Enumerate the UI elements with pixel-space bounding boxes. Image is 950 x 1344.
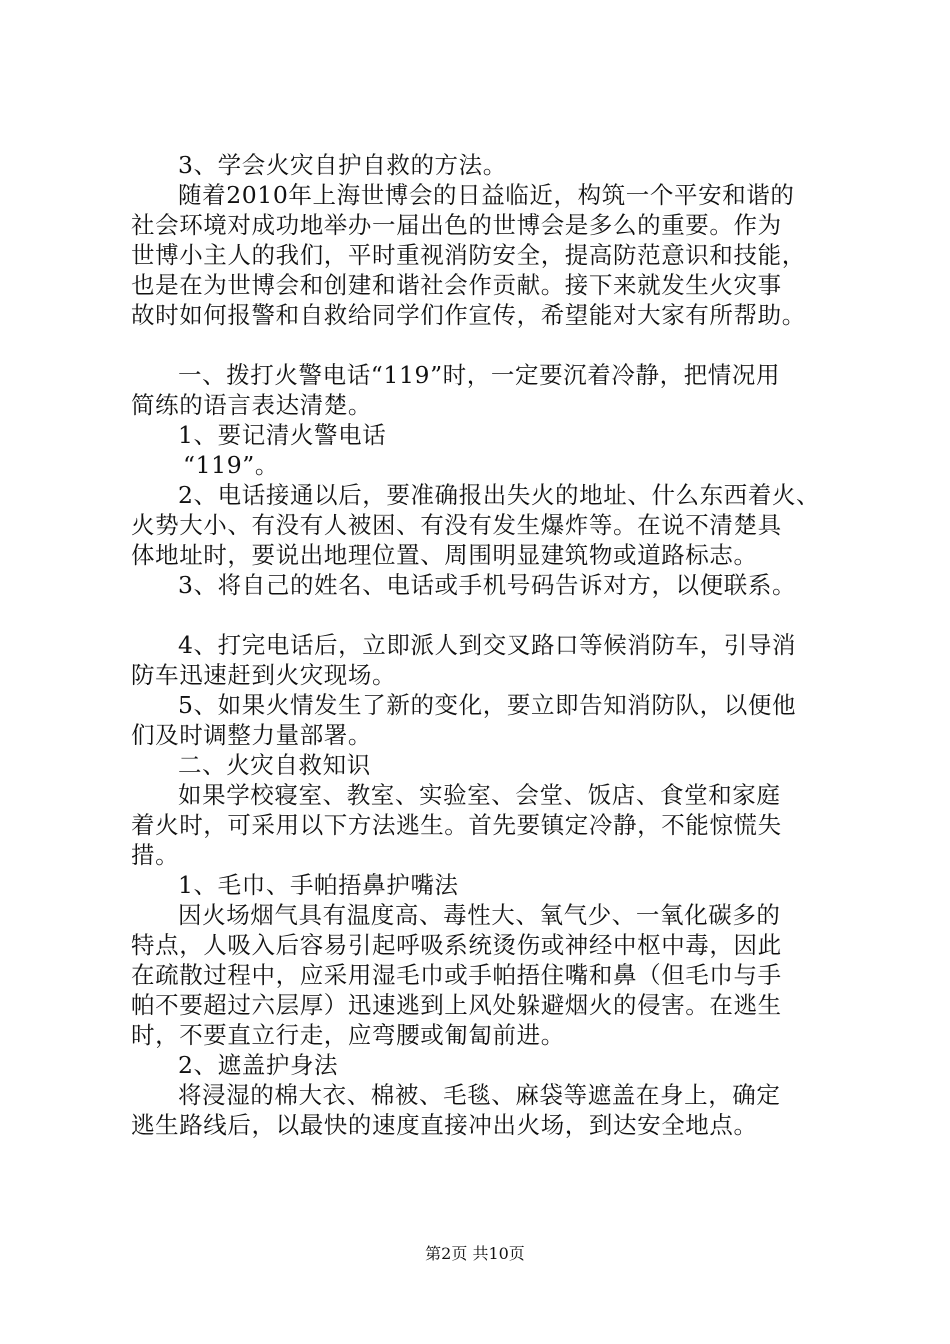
text-line: 时，不要直立行走，应弯腰或匍匐前进。 — [131, 1021, 565, 1049]
text-line: 1、要记清火警电话 — [178, 421, 387, 449]
text-line: 火势大小、有没有人被困、有没有发生爆炸等。在说不清楚具 — [131, 511, 782, 539]
text-line: 如果学校寝室、教室、实验室、会堂、饭店、食堂和家庭 — [178, 781, 781, 809]
text-line: 4、打完电话后，立即派人到交叉路口等候消防车，引导消 — [178, 631, 797, 659]
paragraph-gap — [131, 600, 836, 630]
text-line: 将浸湿的棉大衣、棉被、毛毯、麻袋等遮盖在身上，确定 — [178, 1081, 781, 1109]
text-line: 着火时，可采用以下方法逃生。首先要镇定冷静，不能惊慌失 — [131, 811, 782, 839]
text-line: 故时如何报警和自救给同学们作宣传，希望能对大家有所帮助。 — [131, 301, 806, 329]
text-line: 帕不要超过六层厚）迅速逃到上风处躲避烟火的侵害。在逃生 — [131, 991, 782, 1019]
text-line: 措。 — [131, 841, 180, 869]
text-line: 逃生路线后，以最快的速度直接冲出火场，到达安全地点。 — [131, 1111, 758, 1139]
text-line: 防车迅速赶到火灾现场。 — [131, 661, 397, 689]
text-line: 们及时调整力量部署。 — [131, 721, 372, 749]
subsection-heading: 2、遮盖护身法 — [178, 1051, 339, 1079]
text-line: 特点，人吸入后容易引起呼吸系统烫伤或神经中枢中毒，因此 — [131, 931, 782, 959]
text-line: 3、学会火灾自护自救的方法。 — [178, 151, 507, 179]
paragraph-gap — [131, 330, 836, 360]
text-line: “119”。 — [183, 451, 279, 479]
text-line: 一、拨打火警电话“119”时，一定要沉着冷静，把情况用 — [178, 361, 781, 389]
subsection-heading: 1、毛巾、手帕捂鼻护嘴法 — [178, 871, 459, 899]
text-line: 随着2010年上海世博会的日益临近，构筑一个平安和谐的 — [178, 181, 795, 209]
text-line: 体地址时，要说出地理位置、周围明显建筑物或道路标志。 — [131, 541, 758, 569]
document-body — [131, 150, 836, 1140]
text-line: 也是在为世博会和创建和谐社会作贡献。接下来就发生火灾事 — [131, 271, 782, 299]
text-line: 在疏散过程中，应采用湿毛巾或手帕捂住嘴和鼻（但毛巾与手 — [131, 961, 782, 989]
page-number: 第2页 共10页 — [425, 1244, 525, 1263]
text-line: 5、如果火情发生了新的变化，要立即告知消防队，以便他 — [178, 691, 797, 719]
text-line: 社会环境对成功地举办一届出色的世博会是多么的重要。作为 — [131, 211, 782, 239]
text-line: 世博小主人的我们，平时重视消防安全，提高防范意识和技能， — [131, 241, 806, 269]
text-line: 3、将自己的姓名、电话或手机号码告诉对方，以便联系。 — [178, 571, 797, 599]
section-heading: 二、火灾自救知识 — [178, 751, 371, 779]
text-line: 2、电话接通以后，要准确报出失火的地址、什么东西着火、 — [178, 481, 821, 509]
text-line: 因火场烟气具有温度高、毒性大、氧气少、一氧化碳多的 — [178, 901, 781, 929]
text-line: 简练的语言表达清楚。 — [131, 391, 372, 419]
